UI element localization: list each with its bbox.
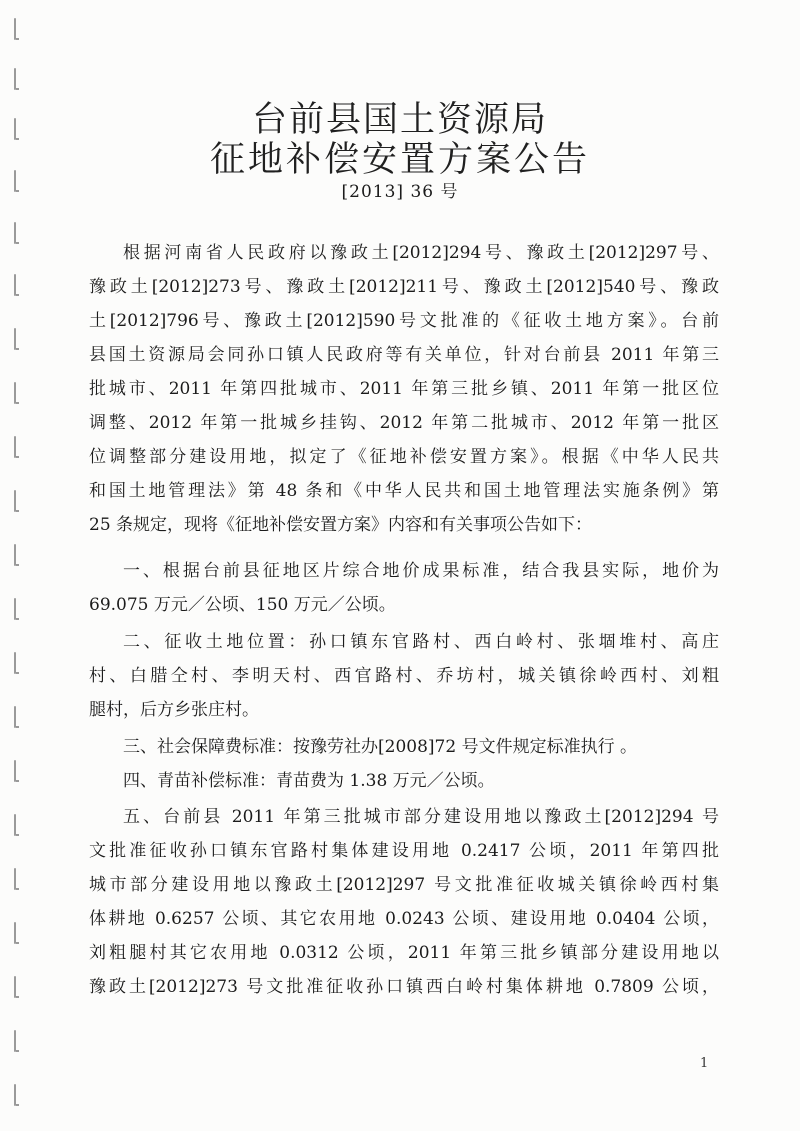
page-number: 1 [700, 1056, 709, 1071]
body-line: 豫政土[2012]273 号文批准征收孙口镇西白岭村集体耕地 0.7809 公顷， [89, 977, 719, 997]
binding-hole-mark [14, 1084, 16, 1106]
binding-hole-mark [14, 976, 16, 998]
binding-hole-mark [14, 922, 16, 944]
body-line: 豫政土[2012]273号、豫政土[2012]211号、豫政土[2012]540号、豫政 [89, 277, 719, 297]
body-line: 二、征收土地位置：孙口镇东官路村、西白岭村、张堌堆村、高庄 [123, 632, 719, 652]
binding-hole-mark [14, 598, 16, 620]
binding-hole-mark [14, 18, 16, 40]
body-line: 调整、2012 年第一批城乡挂钩、2012 年第二批城市、2012 年第一批区 [89, 413, 719, 433]
body-line: 文批准征收孙口镇东官路村集体建设用地 0.2417 公顷，2011 年第四批 [89, 841, 719, 861]
body-line: 五、台前县 2011 年第三批城市部分建设用地以豫政土[2012]294 号 [123, 807, 719, 827]
body-line: 批城市、2011 年第四批城市、2011 年第三批乡镇、2011 年第一批区位 [89, 379, 719, 399]
body-line: 县国土资源局会同孙口镇人民政府等有关单位，针对台前县 2011 年第三 [89, 345, 719, 365]
document-title: 台前县国土资源局 [251, 100, 548, 140]
body-line: 根据河南省人民政府以豫政土[2012]294号、豫政土[2012]297号、 [123, 243, 719, 263]
binding-hole-mark [14, 1030, 16, 1052]
binding-hole-mark [14, 814, 16, 836]
body-line: 位调整部分建设用地，拟定了《征地补偿安置方案》。根据《中华人民共 [89, 447, 719, 467]
body-line: 土[2012]796号、豫政土[2012]590号文批准的《征收土地方案》。台前 [89, 311, 719, 331]
body-line: 69.075 万元／公顷、150 万元／公顷。 [89, 595, 396, 615]
body-line: 腿村，后方乡张庄村。 [89, 700, 259, 720]
body-line: 四、青苗补偿标准：青苗费为 1.38 万元／公顷。 [123, 771, 495, 791]
body-line: 25 条规定，现将《征地补偿安置方案》内容和有关事项公告如下： [89, 515, 593, 535]
binding-hole-mark [14, 706, 16, 728]
body-line: 体耕地 0.6257 公顷、其它农用地 0.0243 公顷、建设用地 0.0404 公顷， [89, 909, 719, 929]
body-line: 刘粗腿村其它农用地 0.0312 公顷，2011 年第三批乡镇部分建设用地以 [89, 943, 719, 963]
binding-hole-mark [14, 222, 16, 244]
body-line: 一、根据台前县征地区片综合地价成果标准，结合我县实际，地价为 [123, 561, 719, 581]
body-line: 村、白腊仝村、李明天村、西官路村、乔坊村，城关镇徐岭西村、刘粗 [89, 666, 719, 686]
body-line: 和国土地管理法》第 48 条和《中华人民共和国土地管理法实施条例》第 [89, 481, 719, 501]
binding-hole-mark [14, 328, 16, 350]
binding-hole-mark [14, 868, 16, 890]
document-subtitle: 征地补偿安置方案公告 [209, 140, 590, 180]
binding-hole-mark [14, 652, 16, 674]
binding-hole-mark [14, 490, 16, 512]
body-line: 三、社会保障费标准：按豫劳社办[2008]72 号文件规定标准执行 。 [123, 737, 637, 757]
binding-hole-mark [14, 760, 16, 782]
binding-hole-mark [14, 436, 16, 458]
binding-hole-mark [14, 382, 16, 404]
binding-hole-mark [14, 68, 16, 90]
binding-hole-mark [14, 544, 16, 566]
body-line: 城市部分建设用地以豫政土[2012]297 号文批准征收城关镇徐岭西村集 [89, 875, 719, 895]
binding-hole-mark [14, 274, 16, 296]
document-number: [2013] 36 号 [341, 182, 459, 202]
